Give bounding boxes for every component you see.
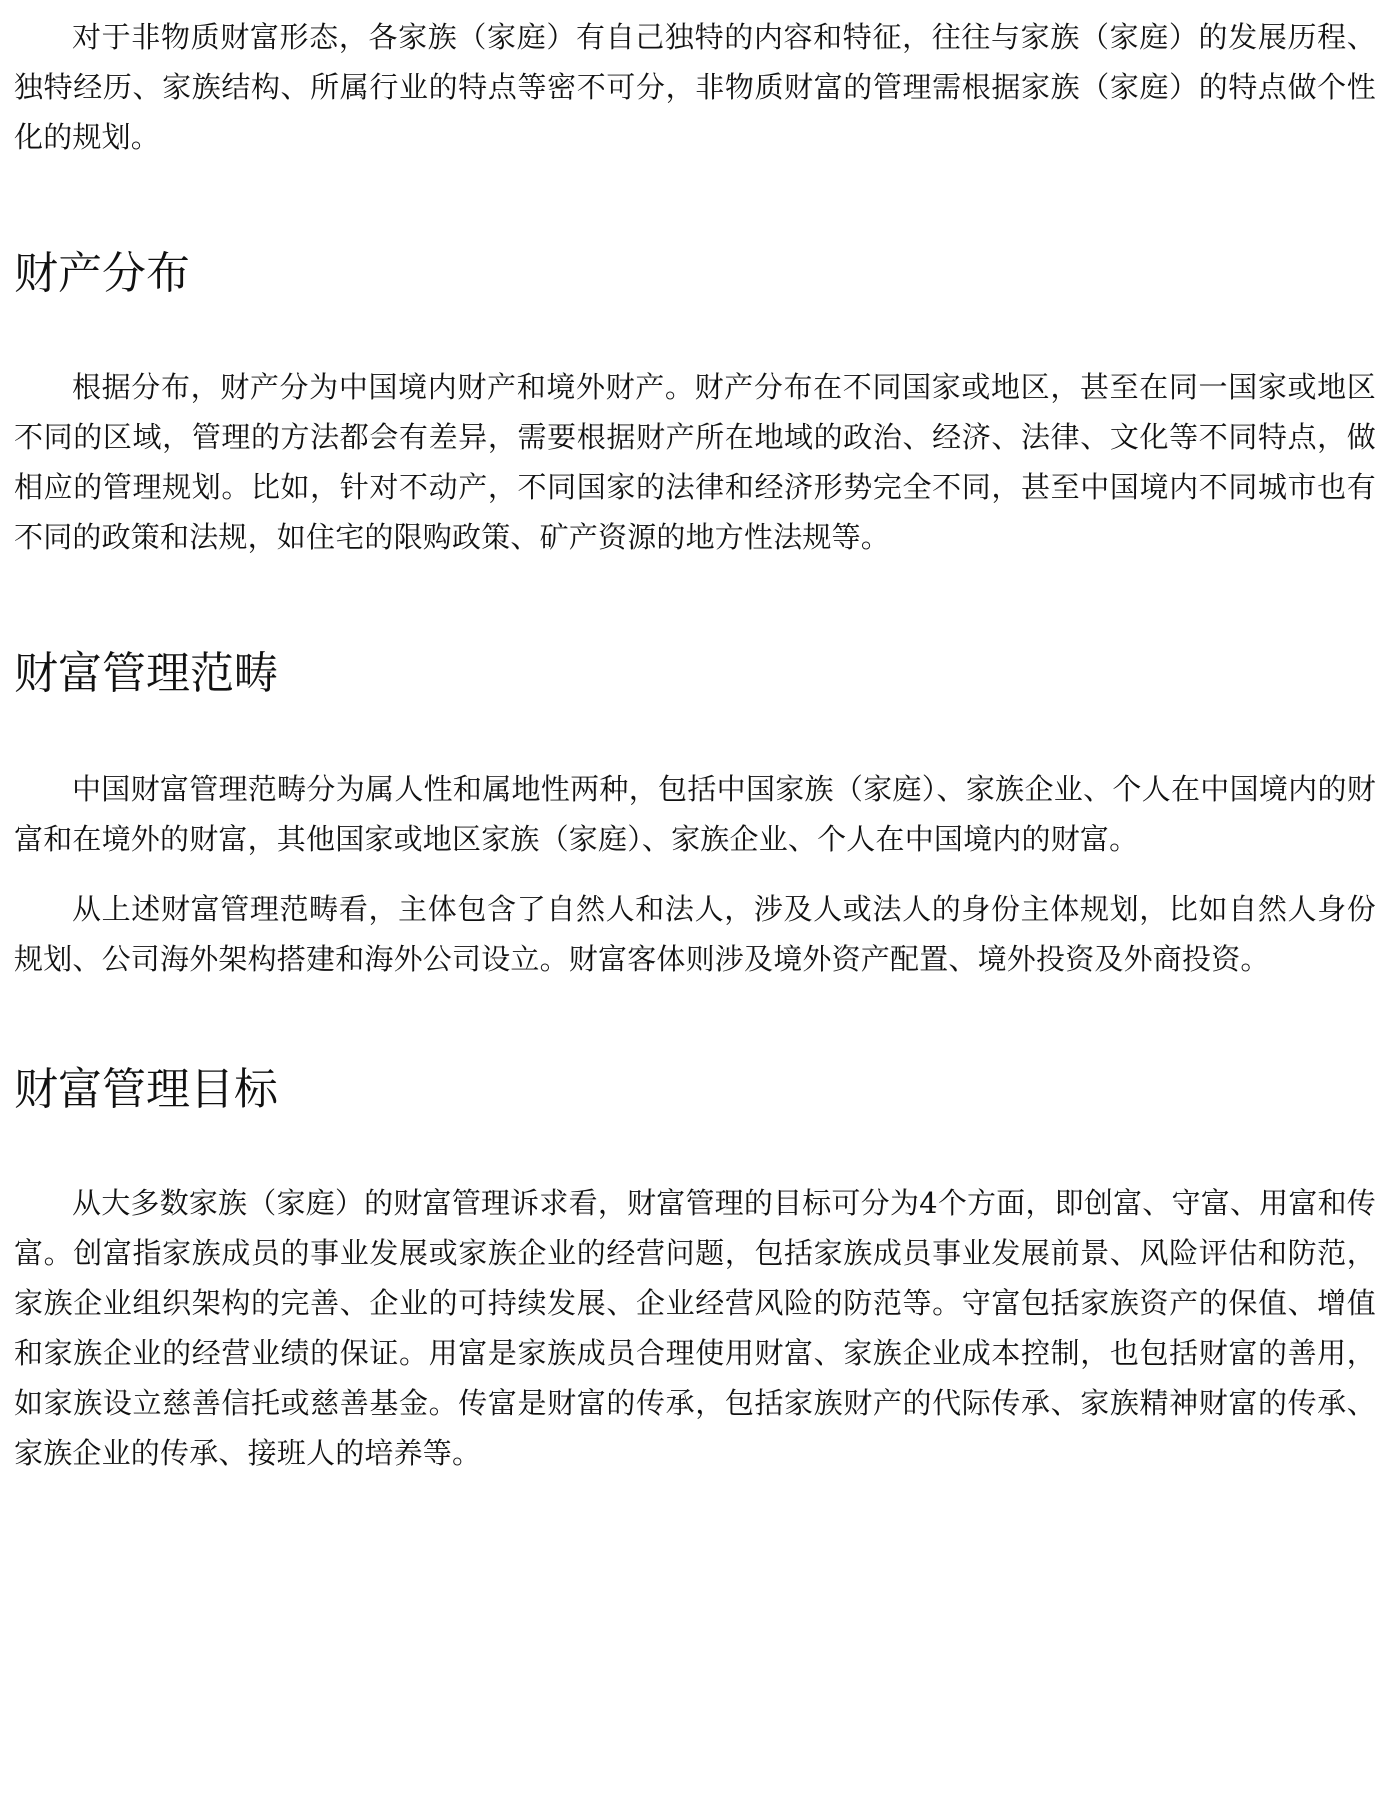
document-body — [14, 12, 1376, 1478]
heading-wealth-management-scope: 财富管理范畴 — [14, 648, 278, 699]
paragraph-wealth-scope-2: 从上述财富管理范畴看，主体包含了自然人和法人，涉及人或法人的身份主体规划，比如自然人身份规划、公司海外架构搭建和海外公司设立。财富客体则涉及境外资产配置、境外投资及外商投资。 — [14, 892, 1376, 976]
paragraph-wealth-scope-1: 中国财富管理范畴分为属人性和属地性两种，包括中国家族（家庭）、家族企业、个人在中国境内的财富和在境外的财富，其他国家或地区家族（家庭）、家族企业、个人在中国境内的财富。 — [14, 772, 1376, 856]
heading-wealth-management-goals: 财富管理目标 — [14, 1064, 278, 1115]
paragraph-intangible-wealth: 对于非物质财富形态，各家族（家庭）有自己独特的内容和特征，往往与家族（家庭）的发展历程、独特经历、家族结构、所属行业的特点等密不可分，非物质财富的管理需根据家族（家庭）的特点做个性化的规划。 — [14, 20, 1376, 154]
paragraph-wealth-goals: 从大多数家族（家庭）的财富管理诉求看，财富管理的目标可分为4个方面，即创富、守富、用富和传富。创富指家族成员的事业发展或家族企业的经营问题，包括家族成员事业发展前景、风险评估和防范，家族企业组织架构的完善、企业的可持续发展、企业经营风险的防范等。守富包括家族资产的保值、增值和家族企业的经营业绩的保证。用富是家族成员合理使用财富、家族企业成本控制，也包括财富的善用，如家族设立慈善信托或慈善基金。传富是财富的传承，包括家族财产的代际传承、家族精神财富的传承、家族企业的传承、接班人的培养等。 — [14, 1186, 1376, 1470]
heading-property-distribution: 财产分布 — [14, 248, 190, 299]
paragraph-property-distribution: 根据分布，财产分为中国境内财产和境外财产。财产分布在不同国家或地区，甚至在同一国家或地区不同的区域，管理的方法都会有差异，需要根据财产所在地域的政治、经济、法律、文化等不同特点，做相应的管理规划。比如，针对不动产，不同国家的法律和经济形势完全不同，甚至中国境内不同城市也有不同的政策和法规，如住宅的限购政策、矿产资源的地方性法规等。 — [14, 370, 1376, 554]
